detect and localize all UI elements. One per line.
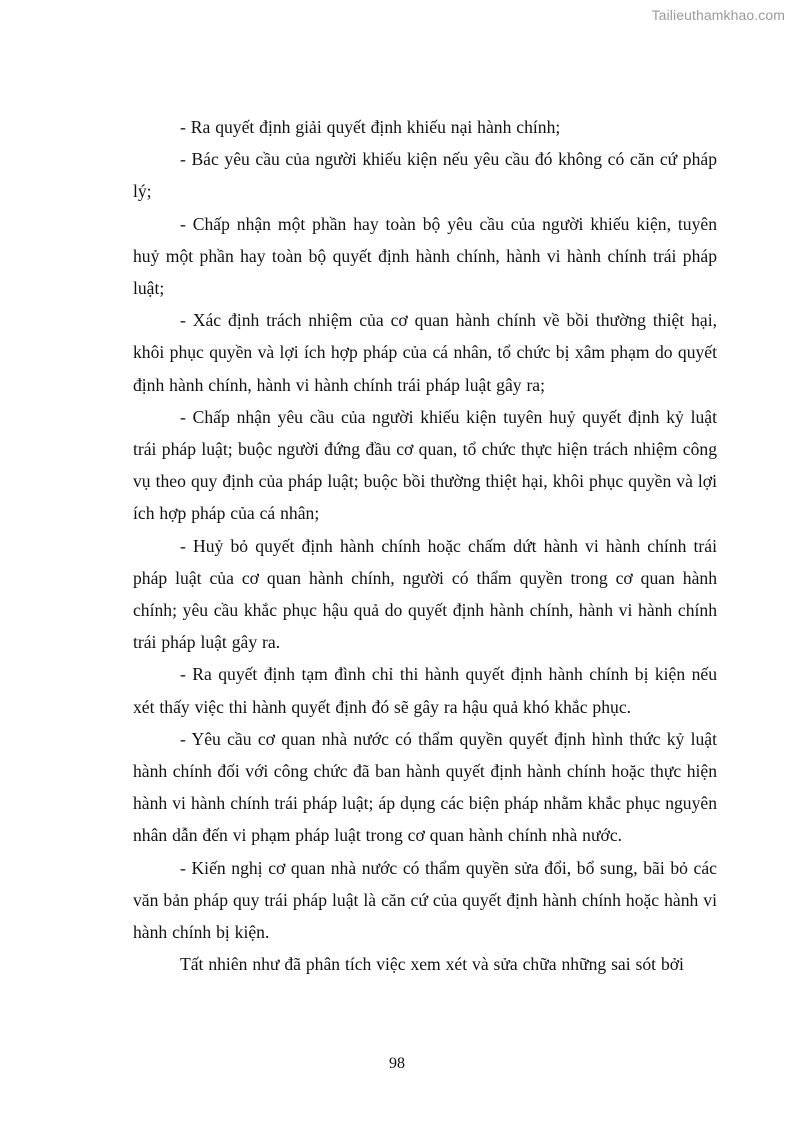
document-body <box>133 111 717 980</box>
paragraph-6: - Huỷ bỏ quyết định hành chính hoặc chấm dứt hành vi hành chính trái pháp luật của cơ quan hành chính, người có thẩm quyền trong cơ quan hành chính; yêu cầu khắc phục hậu quả do quyết định hành chính, hành vi hành chính trái pháp luật gây ra. <box>133 535 717 653</box>
paragraph-3: - Chấp nhận một phần hay toàn bộ yêu cầu của người khiếu kiện, tuyên huỷ một phần hay toàn bộ quyết định hành chính, hành vi hành chính trái pháp luật; <box>133 213 717 299</box>
watermark-text: Tailieuthamkhao.com <box>651 7 785 23</box>
paragraph-10: Tất nhiên như đã phân tích việc xem xét và sửa chữa những sai sót bởi <box>180 954 684 975</box>
paragraph-8: - Yêu cầu cơ quan nhà nước có thẩm quyền quyết định hình thức kỷ luật hành chính đối với công chức đã ban hành quyết định hành chính hoặc thực hiện hành vi hành chính trái pháp luật; áp dụng các biện pháp nhằm khắc phục nguyên nhân dẫn đến vi phạm pháp luật trong cơ quan hành chính nhà nước. <box>133 728 717 846</box>
paragraph-1: - Ra quyết định giải quyết định khiếu nại hành chính; <box>180 117 561 137</box>
paragraph-9: - Kiến nghị cơ quan nhà nước có thẩm quyền sửa đổi, bổ sung, bãi bỏ các văn bản pháp quy trái pháp luật là căn cứ của quyết định hành chính hoặc hành vi hành chính bị kiện. <box>133 857 717 943</box>
paragraph-2: - Bác yêu cầu của người khiếu kiện nếu yêu cầu đó không có căn cứ pháp lý; <box>133 149 717 202</box>
page-number: 98 <box>389 1055 405 1072</box>
paragraph-7: - Ra quyết định tạm đình chỉ thi hành quyết định hành chính bị kiện nếu xét thấy việc thi hành quyết định đó sẽ gây ra hậu quả khó khắc phục. <box>133 664 717 717</box>
paragraph-5: - Chấp nhận yêu cầu của người khiếu kiện tuyên huỷ quyết định kỷ luật trái pháp luật; buộc người đứng đầu cơ quan, tổ chức thực hiện trách nhiệm công vụ theo quy định của pháp luật; buộc bồi thường thiệt hại, khôi phục quyền và lợi ích hợp pháp của cá nhân; <box>133 406 717 524</box>
paragraph-4: - Xác định trách nhiệm của cơ quan hành chính về bồi thường thiệt hại, khôi phục quyền và lợi ích hợp pháp của cá nhân, tổ chức bị xâm phạm do quyết định hành chính, hành vi hành chính trái pháp luật gây ra; <box>133 310 717 395</box>
